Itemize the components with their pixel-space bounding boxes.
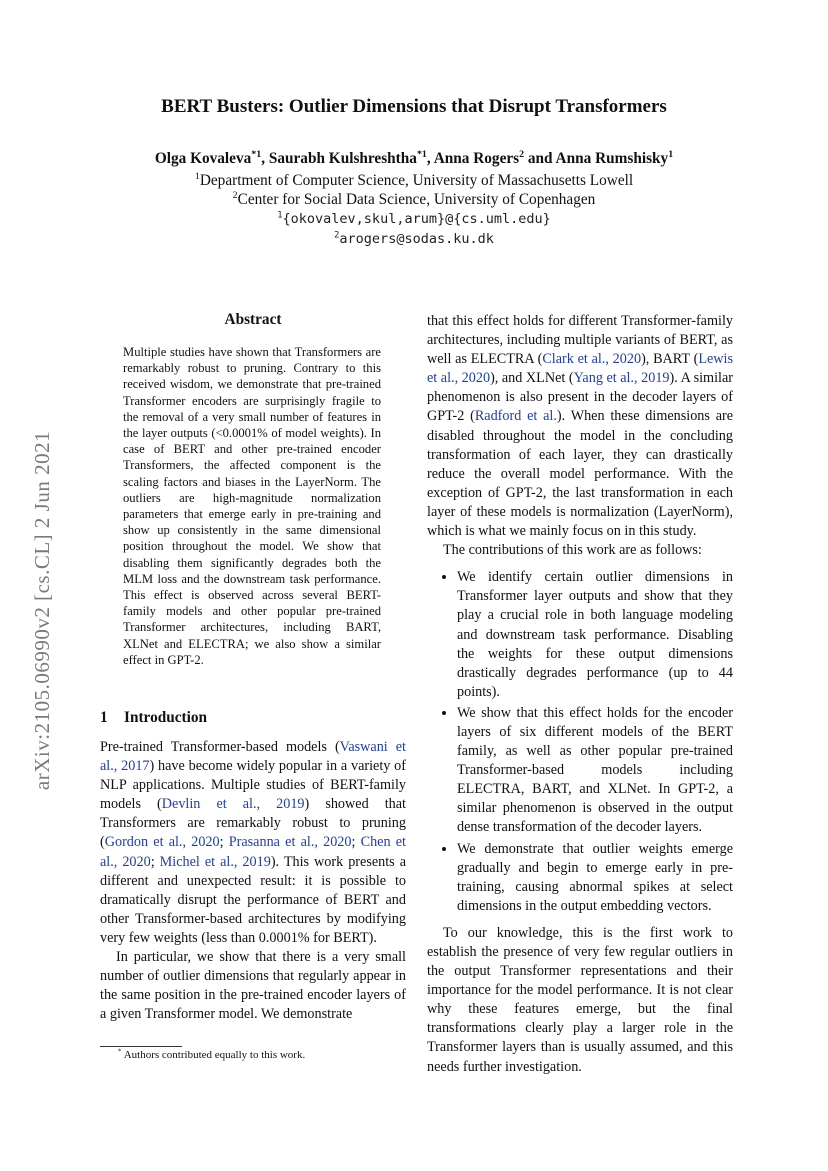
abstract-heading: Abstract bbox=[224, 311, 282, 328]
text-run: ). When these dimensions are disabled throughout the model in the concluding transformation of each layer, they can drastically reduce the overall model performance. With the exception of GPT-2, the last transformation in each layer of these models is normalization (LayerNorm), which is what we mainly focus on in this study. bbox=[427, 408, 734, 540]
intro-body bbox=[100, 738, 406, 1024]
text-run: ) showed that Transformers are remarkably robust to pruning ( bbox=[100, 796, 406, 851]
citation-link[interactable]: Chen et al., 2020 bbox=[100, 834, 407, 870]
list-item: • We identify certain outlier dimensions in Transformer layer outputs and show that they play a crucial role in both language modeling and downstream task performance. Disabling the weights for these output dimensions drastically degrades performance (up to 44 points). bbox=[457, 568, 733, 702]
footnote-text: Authors contributed equally to this work. bbox=[123, 1049, 306, 1061]
arxiv-stamp bbox=[22, 380, 64, 840]
footnote-divider bbox=[100, 1046, 182, 1047]
text-run: ; bbox=[351, 834, 361, 851]
paper-title: BERT Busters: Outlier Dimensions that Disrupt Transformers bbox=[161, 96, 667, 117]
affiliation-text: Center for Social Data Science, University of Copenhagen bbox=[237, 191, 596, 208]
author-separator: and bbox=[524, 150, 556, 167]
text-run: ). A similar phenomenon is also present in the decoder layers of GPT-2 ( bbox=[427, 370, 733, 425]
affiliation-sup: 1 bbox=[194, 170, 200, 182]
affiliation-sup: 2 bbox=[232, 189, 238, 201]
text-run: that this effect holds for different Transformer-family architectures, including multiple variants of BERT, as well as ELECTRA ( bbox=[427, 313, 733, 368]
author-separator: , bbox=[426, 150, 434, 167]
author-name: Olga Kovaleva bbox=[154, 150, 252, 167]
author-separator: , bbox=[261, 150, 269, 167]
text-run: ). This work presents a different and unexpected result: it is possible to dramatically disrupt the performance of BERT and other Transformer-based architectures by modifying very few weights (less than 0.0001% for BERT). bbox=[100, 853, 406, 946]
abstract-body: Multiple studies have shown that Transformers are remarkably robust to pruning. Contrary to this received wisdom, we demonstrate that pre-trained Transformer encoders are surprisingly fragile to the removal of a very small number of features in the layer outputs (<0.0001% of model weights). In case of BERT and other pre-trained encoder Transformers, the affected component is the scaling factors and biases in the LayerNorm. The outliers are high-magnitude normalization parameters that emerge early in pre-training and show up consistently in the same dimensional position throughout the model. We show that disabling them significantly degrades both the MLM loss and the downstream task performance. This effect is observed across several BERT-family models and other popular pre-trained Transformer architectures, including BART, XLNet and ELECTRA; we also show a similar effect in GPT-2. bbox=[123, 345, 381, 667]
author-sup: 2 bbox=[519, 148, 525, 160]
author-list bbox=[0, 150, 828, 168]
text-run: ; bbox=[219, 834, 229, 851]
footnote bbox=[118, 1049, 305, 1061]
citation-link[interactable]: Radford et al. bbox=[474, 408, 557, 425]
citation-link[interactable]: Lewis et al., 2020 bbox=[427, 351, 733, 387]
author-name: Anna Rogers bbox=[433, 150, 520, 167]
citation-link[interactable]: Prasanna et al., 2020 bbox=[228, 834, 352, 851]
contribution-list bbox=[427, 568, 733, 916]
paragraph: In particular, we show that there is a very small number of outlier dimensions that regularly appear in the same position in the pre-trained encoder layers of a given Transformer model. We demonstrate bbox=[100, 949, 406, 1023]
text-run: ; bbox=[150, 853, 160, 870]
citation-link[interactable]: Clark et al., 2020 bbox=[542, 351, 642, 368]
author-sup: 1 bbox=[668, 148, 674, 160]
affiliation-text: Department of Computer Science, University of Massachusetts Lowell bbox=[199, 172, 634, 189]
text-run: ) have become widely popular in a variety of NLP applications. Multiple studies of BERT-family models ( bbox=[100, 758, 406, 813]
text-run: Pre-trained Transformer-based models ( bbox=[100, 739, 340, 755]
email-text[interactable]: arogers@sodas.ku.dk bbox=[339, 231, 494, 247]
citation-link[interactable]: Vaswani et al., 2017 bbox=[100, 739, 406, 775]
email[interactable] bbox=[0, 231, 828, 247]
citation-link[interactable]: Yang et al., 2019 bbox=[573, 370, 670, 387]
paragraph: To our knowledge, this is the first work to establish the presence of very few regular outliers in the output Transformer representations and their importance for the model performance. It is not clear why these features emerge, but the final transformations clearly play a larger role in the Transformer layers than is usually assumed, and this needs further investigation. bbox=[427, 924, 733, 1075]
citation-link[interactable]: Devlin et al., 2019 bbox=[161, 796, 305, 813]
author-sup: *1 bbox=[251, 148, 262, 160]
email-sup: 1 bbox=[277, 210, 283, 221]
affiliation bbox=[0, 191, 828, 209]
affiliation bbox=[0, 172, 828, 190]
email-sup: 2 bbox=[334, 230, 340, 241]
arxiv-id: arXiv:2105.06990v2 [cs.CL] 2 Jun 2021 bbox=[30, 430, 55, 790]
author-name: Anna Rumshisky bbox=[555, 150, 669, 167]
citation-link[interactable]: Michel et al., 2019 bbox=[159, 853, 271, 870]
section-heading bbox=[100, 709, 207, 727]
author-name: Saurabh Kulshreshtha bbox=[268, 150, 417, 167]
footnote-mark: * bbox=[118, 1047, 122, 1056]
list-item: • We show that this effect holds for the encoder layers of six different models of the BERT family, as well as other popular pre-trained Transformer-based models including ELECTRA, BART, and XLNet. In GPT-2, a similar phenomenon is observed in the output dense transformation of the decoder layers. bbox=[457, 704, 733, 838]
text-run: ), BART ( bbox=[641, 351, 699, 368]
right-column-body bbox=[427, 312, 733, 1077]
paragraph bbox=[427, 312, 733, 541]
citation-link[interactable]: Gordon et al., 2020 bbox=[104, 834, 220, 851]
section-number: 1 bbox=[100, 709, 108, 726]
email-text[interactable]: {okovalev,skul,arum}@{cs.uml.edu} bbox=[282, 211, 551, 227]
list-item: • We demonstrate that outlier weights emerge gradually and begin to emerge early in pre-training, causing abnormal spikes at select dimensions in the output embedding vectors. bbox=[457, 840, 733, 916]
text-run: ), and XLNet ( bbox=[490, 370, 574, 387]
author-sup: *1 bbox=[416, 148, 427, 160]
paragraph bbox=[100, 738, 406, 948]
section-title: Introduction bbox=[124, 709, 208, 726]
email[interactable] bbox=[0, 211, 828, 227]
paragraph: The contributions of this work are as follows: bbox=[443, 542, 702, 559]
